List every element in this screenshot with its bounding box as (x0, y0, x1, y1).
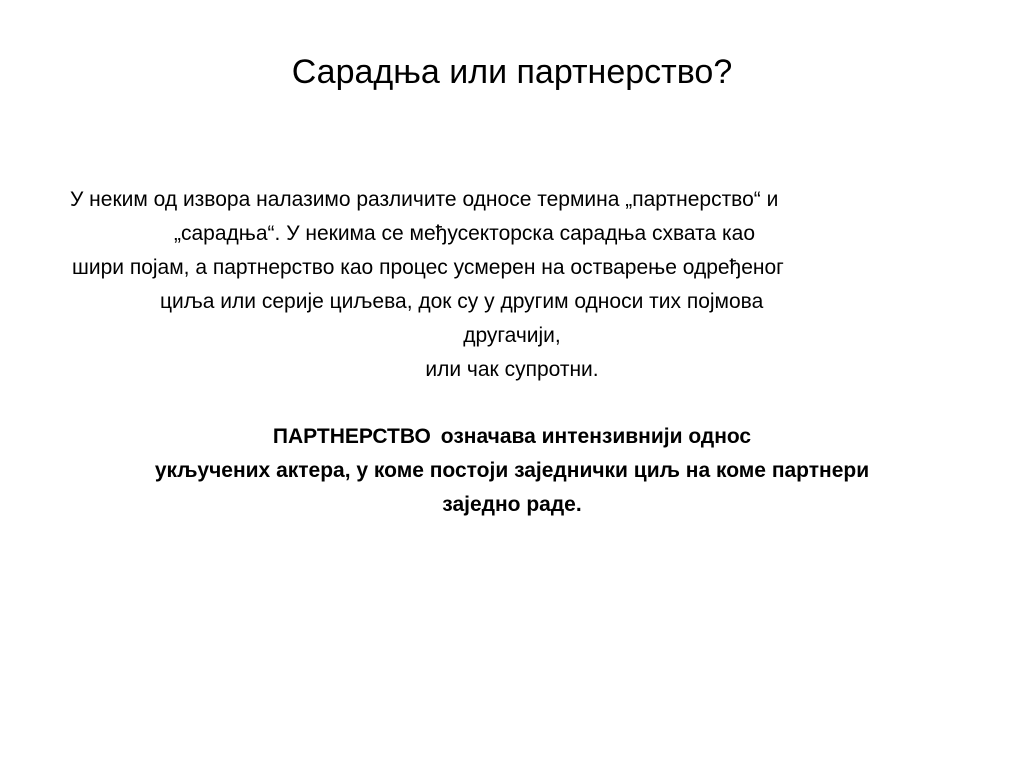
paragraph-gap (60, 387, 964, 420)
paragraph2-line2: укључених актера, у коме постоји заједнички циљ на коме партнери (154, 459, 870, 482)
paragraph2-line1 (60, 420, 964, 454)
paragraph2-line3: заједно раде. (442, 493, 582, 516)
paragraph1-line2: „сарадња“. У некима се међусекторска сарадња схвата као (174, 222, 755, 245)
slide-title: Сарадња или партнерство? (291, 53, 733, 91)
slide-body (60, 183, 964, 522)
paragraph1-line5: другачији, (463, 324, 561, 347)
paragraph2-line1-rest: означава интензивнији однос (440, 425, 752, 448)
paragraph1-line3: шири појам, а партнерство као процес усмерен на остварење одређеног (72, 256, 784, 279)
paragraph1-line4: циља или серије циљева, док су у другим односи тих појмова (160, 290, 764, 313)
paragraph1-line6: или чак супротни. (425, 358, 599, 381)
partnership-term: ПАРТНЕРСТВО (272, 425, 431, 448)
paragraph1-line1: У неким од извора налазимо различите односе термина „партнерство“ и (70, 188, 779, 211)
